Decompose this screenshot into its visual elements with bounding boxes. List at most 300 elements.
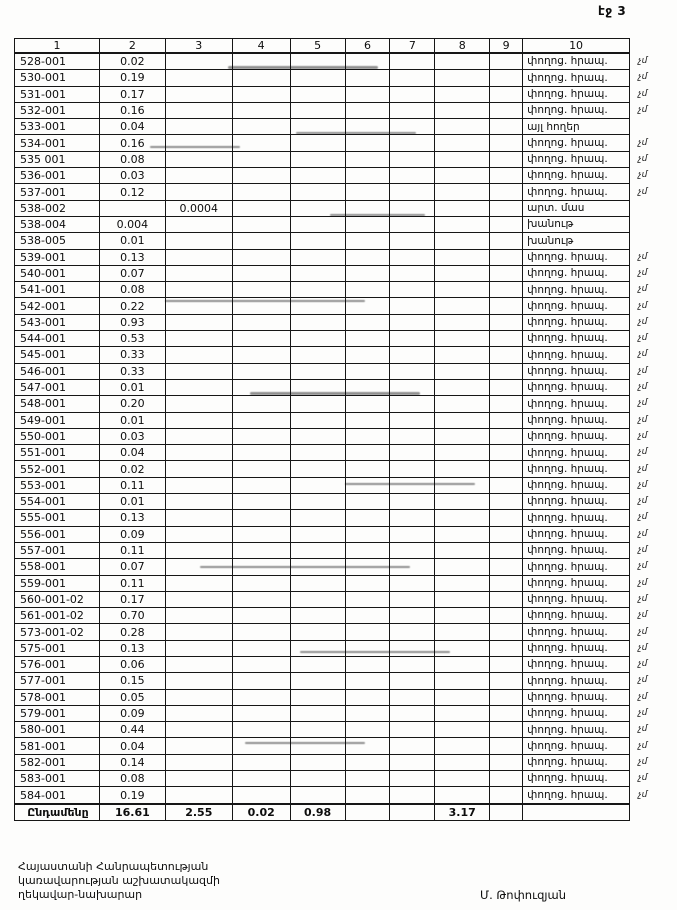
cell-value-c2: 0.03: [99, 428, 165, 444]
cell-value-c8: [435, 70, 490, 86]
cell-parcel-code: 557-001: [15, 542, 100, 558]
cell-usage: փողոց. հրապ.: [523, 102, 630, 118]
cell-value-c7: [390, 542, 435, 558]
cell-value-c2: 0.17: [99, 591, 165, 607]
cell-value-c6: [345, 282, 390, 298]
table-row: [15, 608, 677, 624]
cell-value-c5: [290, 233, 345, 249]
cell-value-c6: [345, 151, 390, 167]
cell-margin-mark: չմ: [638, 414, 648, 425]
cell-value-c6: [345, 787, 390, 804]
scan-artifact: [300, 651, 450, 653]
cell-value-c2: 0.14: [99, 754, 165, 770]
cell-margin-mark: չմ: [638, 55, 648, 66]
cell-margin-mark: [630, 216, 677, 232]
cell-parcel-code: 538-005: [15, 233, 100, 249]
cell-value-c3: [165, 135, 232, 151]
cell-parcel-code: 547-001: [15, 379, 100, 395]
cell-value-c6: [345, 754, 390, 770]
cell-value-c7: [390, 53, 435, 70]
cell-value-c2: 0.33: [99, 347, 165, 363]
cell-value-c3: [165, 461, 232, 477]
cell-value-c7: [390, 363, 435, 379]
cell-value-c2: 0.44: [99, 722, 165, 738]
cell-parcel-code: 554-001: [15, 494, 100, 510]
table-row: [15, 331, 677, 347]
cell-value-c6: [345, 396, 390, 412]
cell-value-c9: [490, 119, 523, 135]
cell-value-c6: [345, 624, 390, 640]
column-header-10: 10: [523, 39, 630, 54]
cell-value-c5: [290, 396, 345, 412]
cell-value-c4: [232, 738, 290, 754]
cell-value-c6: [345, 428, 390, 444]
cell-value-c5: [290, 510, 345, 526]
cell-value-c5: [290, 673, 345, 689]
cell-value-c2: 0.20: [99, 396, 165, 412]
column-header-3: 3: [165, 39, 232, 54]
cell-usage: փողոց. հրապ.: [523, 738, 630, 754]
cell-parcel-code: 538-002: [15, 200, 100, 216]
cell-value-c8: [435, 787, 490, 804]
column-header-5: 5: [290, 39, 345, 54]
cell-value-c8: [435, 477, 490, 493]
scan-artifact: [330, 214, 425, 216]
cell-usage: փողոց. հրապ.: [523, 705, 630, 721]
cell-parcel-code: 533-001: [15, 119, 100, 135]
cell-value-c4: [232, 347, 290, 363]
cell-value-c4: [232, 151, 290, 167]
cell-value-c2: 0.01: [99, 494, 165, 510]
cell-value-c7: [390, 673, 435, 689]
cell-parcel-code: 531-001: [15, 86, 100, 102]
cell-parcel-code: 580-001: [15, 722, 100, 738]
cell-value-c3: 0.0004: [165, 200, 232, 216]
cell-value-c7: [390, 135, 435, 151]
cell-parcel-code: 559-001: [15, 575, 100, 591]
table-row: [15, 624, 677, 640]
cell-value-c2: 0.19: [99, 787, 165, 804]
cell-value-c2: 0.11: [99, 477, 165, 493]
cell-usage: փողոց. հրապ.: [523, 151, 630, 167]
cell-value-c3: [165, 70, 232, 86]
table-row: [15, 689, 677, 705]
cell-value-c4: [232, 591, 290, 607]
cell-margin-mark: չմ: [638, 642, 648, 653]
cell-value-c5: [290, 771, 345, 787]
cell-margin-mark: [630, 119, 677, 135]
totals-col3: 2.55: [165, 804, 232, 821]
cell-value-c9: [490, 656, 523, 672]
cell-value-c2: 0.16: [99, 135, 165, 151]
cell-value-c3: [165, 591, 232, 607]
cell-value-c3: [165, 526, 232, 542]
cell-value-c8: [435, 689, 490, 705]
cell-margin-mark: չմ: [638, 349, 648, 360]
land-parcels-table: [14, 38, 677, 821]
cell-value-c3: [165, 494, 232, 510]
cell-value-c4: [232, 412, 290, 428]
cell-value-c8: [435, 298, 490, 314]
cell-value-c4: [232, 624, 290, 640]
cell-value-c6: [345, 673, 390, 689]
cell-value-c8: [435, 591, 490, 607]
column-header-6: 6: [345, 39, 390, 54]
cell-value-c8: [435, 347, 490, 363]
cell-value-c4: [232, 135, 290, 151]
cell-value-c9: [490, 477, 523, 493]
cell-parcel-code: 538-004: [15, 216, 100, 232]
cell-value-c5: [290, 738, 345, 754]
cell-parcel-code: 546-001: [15, 363, 100, 379]
cell-value-c8: [435, 331, 490, 347]
cell-value-c6: [345, 705, 390, 721]
cell-value-c8: [435, 233, 490, 249]
cell-value-c6: [345, 70, 390, 86]
cell-margin-mark: չմ: [638, 170, 648, 181]
cell-usage: փողոց. հրապ.: [523, 70, 630, 86]
cell-usage: փողոց. հրապ.: [523, 754, 630, 770]
cell-value-c4: [232, 363, 290, 379]
scan-artifact: [250, 392, 420, 395]
cell-value-c7: [390, 151, 435, 167]
totals-col8: 3.17: [435, 804, 490, 821]
cell-value-c2: 0.09: [99, 526, 165, 542]
cell-value-c3: [165, 102, 232, 118]
cell-margin-mark: չմ: [638, 740, 648, 751]
cell-margin-mark: չմ: [638, 691, 648, 702]
cell-usage: փողոց. հրապ.: [523, 477, 630, 493]
cell-value-c6: [345, 412, 390, 428]
cell-value-c8: [435, 624, 490, 640]
cell-value-c7: [390, 461, 435, 477]
cell-value-c3: [165, 347, 232, 363]
cell-value-c8: [435, 526, 490, 542]
cell-margin-mark: չմ: [638, 773, 648, 784]
signature-name: Մ. Թոփուզյան: [480, 888, 566, 902]
cell-margin-mark: չմ: [638, 626, 648, 637]
cell-value-c9: [490, 151, 523, 167]
cell-value-c8: [435, 412, 490, 428]
cell-value-c8: [435, 119, 490, 135]
cell-value-c3: [165, 738, 232, 754]
cell-margin-mark: չմ: [638, 659, 648, 670]
cell-value-c2: 0.04: [99, 119, 165, 135]
cell-value-c9: [490, 494, 523, 510]
cell-margin-mark: չմ: [638, 577, 648, 588]
cell-value-c3: [165, 53, 232, 70]
cell-margin-mark: չմ: [638, 512, 648, 523]
cell-value-c5: [290, 705, 345, 721]
cell-parcel-code: 576-001: [15, 656, 100, 672]
cell-value-c3: [165, 216, 232, 232]
cell-value-c3: [165, 86, 232, 102]
cell-value-c7: [390, 168, 435, 184]
cell-value-c4: [232, 445, 290, 461]
totals-col2: 16.61: [99, 804, 165, 821]
cell-value-c7: [390, 526, 435, 542]
cell-value-c2: 0.04: [99, 738, 165, 754]
cell-value-c3: [165, 608, 232, 624]
cell-value-c9: [490, 738, 523, 754]
cell-value-c5: [290, 314, 345, 330]
cell-parcel-code: 555-001: [15, 510, 100, 526]
cell-value-c9: [490, 314, 523, 330]
cell-value-c2: 0.04: [99, 445, 165, 461]
cell-parcel-code: 575-001: [15, 640, 100, 656]
cell-value-c9: [490, 282, 523, 298]
cell-parcel-code: 542-001: [15, 298, 100, 314]
cell-value-c4: [232, 722, 290, 738]
cell-margin-mark: չմ: [638, 268, 648, 278]
issuer-title-block: [18, 860, 220, 902]
cell-margin-mark: չմ: [638, 153, 648, 164]
cell-margin-mark: չմ: [638, 398, 648, 409]
cell-value-c8: [435, 265, 490, 281]
table-row: [15, 135, 677, 151]
cell-value-c4: [232, 331, 290, 347]
cell-value-c3: [165, 331, 232, 347]
cell-value-c3: [165, 656, 232, 672]
cell-value-c8: [435, 396, 490, 412]
cell-value-c7: [390, 445, 435, 461]
cell-usage: փողոց. հրապ.: [523, 526, 630, 542]
cell-parcel-code: 532-001: [15, 102, 100, 118]
table-row: [15, 656, 677, 672]
cell-value-c5: [290, 428, 345, 444]
cell-value-c5: [290, 754, 345, 770]
cell-value-c8: [435, 722, 490, 738]
cell-value-c6: [345, 102, 390, 118]
cell-value-c7: [390, 787, 435, 804]
cell-value-c9: [490, 722, 523, 738]
cell-value-c4: [232, 119, 290, 135]
cell-usage: փողոց. հրապ.: [523, 771, 630, 787]
cell-margin-mark: չմ: [638, 284, 648, 295]
cell-value-c5: [290, 477, 345, 493]
cell-value-c2: 0.08: [99, 282, 165, 298]
table-row: [15, 722, 677, 738]
cell-value-c4: [232, 428, 290, 444]
cell-margin-mark: չմ: [638, 724, 648, 735]
totals-col7: [390, 804, 435, 821]
cell-usage: փողոց. հրապ.: [523, 412, 630, 428]
cell-parcel-code: 584-001: [15, 787, 100, 804]
cell-value-c3: [165, 363, 232, 379]
table-row: [15, 445, 677, 461]
cell-value-c7: [390, 331, 435, 347]
cell-value-c9: [490, 575, 523, 591]
cell-margin-mark: չմ: [638, 300, 648, 311]
cell-parcel-code: 583-001: [15, 771, 100, 787]
cell-usage: փողոց. հրապ.: [523, 542, 630, 558]
cell-value-c5: [290, 216, 345, 232]
cell-parcel-code: 534-001: [15, 135, 100, 151]
cell-value-c6: [345, 445, 390, 461]
cell-value-c9: [490, 771, 523, 787]
cell-value-c2: 0.22: [99, 298, 165, 314]
cell-parcel-code: 573-001-02: [15, 624, 100, 640]
cell-value-c9: [490, 559, 523, 575]
cell-value-c5: [290, 135, 345, 151]
cell-value-c2: 0.01: [99, 379, 165, 395]
cell-value-c3: [165, 233, 232, 249]
table-row: [15, 575, 677, 591]
cell-value-c2: 0.03: [99, 168, 165, 184]
cell-value-c6: [345, 477, 390, 493]
cell-margin-mark: չմ: [638, 186, 648, 197]
cell-value-c8: [435, 608, 490, 624]
cell-value-c9: [490, 298, 523, 314]
cell-value-c9: [490, 70, 523, 86]
cell-value-c7: [390, 314, 435, 330]
cell-value-c9: [490, 331, 523, 347]
cell-value-c7: [390, 771, 435, 787]
cell-usage: փողոց. հրապ.: [523, 331, 630, 347]
cell-value-c9: [490, 673, 523, 689]
totals-row: [15, 804, 677, 821]
cell-value-c7: [390, 298, 435, 314]
cell-margin-mark: չմ: [638, 430, 648, 441]
cell-value-c5: [290, 249, 345, 265]
cell-value-c3: [165, 771, 232, 787]
table-row: [15, 738, 677, 754]
cell-value-c2: 0.02: [99, 461, 165, 477]
cell-value-c7: [390, 575, 435, 591]
cell-margin-mark: չմ: [638, 496, 648, 507]
cell-value-c3: [165, 787, 232, 804]
table-header-row: [15, 39, 677, 54]
cell-usage: փողոց. հրապ.: [523, 689, 630, 705]
cell-value-c9: [490, 428, 523, 444]
cell-value-c5: [290, 168, 345, 184]
cell-margin-mark: չմ: [638, 105, 648, 116]
totals-col5: 0.98: [290, 804, 345, 821]
cell-margin-mark: չմ: [638, 316, 648, 327]
cell-value-c3: [165, 689, 232, 705]
cell-value-c9: [490, 216, 523, 232]
cell-parcel-code: 561-001-02: [15, 608, 100, 624]
cell-value-c6: [345, 591, 390, 607]
cell-value-c2: 0.17: [99, 86, 165, 102]
cell-value-c7: [390, 396, 435, 412]
cell-value-c7: [390, 477, 435, 493]
cell-value-c8: [435, 282, 490, 298]
cell-value-c8: [435, 575, 490, 591]
cell-value-c4: [232, 575, 290, 591]
cell-value-c7: [390, 102, 435, 118]
cell-usage: փողոց. հրապ.: [523, 461, 630, 477]
cell-value-c6: [345, 314, 390, 330]
cell-parcel-code: 553-001: [15, 477, 100, 493]
scan-artifact: [150, 146, 240, 148]
cell-parcel-code: 556-001: [15, 526, 100, 542]
cell-value-c3: [165, 477, 232, 493]
cell-value-c5: [290, 282, 345, 298]
cell-value-c8: [435, 754, 490, 770]
column-header-2: 2: [99, 39, 165, 54]
table-row: [15, 477, 677, 493]
cell-value-c3: [165, 428, 232, 444]
cell-value-c4: [232, 673, 290, 689]
cell-value-c9: [490, 624, 523, 640]
cell-value-c6: [345, 233, 390, 249]
cell-value-c4: [232, 689, 290, 705]
cell-usage: փողոց. հրապ.: [523, 396, 630, 412]
cell-value-c5: [290, 331, 345, 347]
cell-value-c9: [490, 591, 523, 607]
table-row: [15, 363, 677, 379]
cell-parcel-code: 550-001: [15, 428, 100, 444]
cell-parcel-code: 582-001: [15, 754, 100, 770]
cell-usage: փողոց. հրապ.: [523, 379, 630, 395]
cell-value-c9: [490, 184, 523, 200]
cell-usage: փողոց. հրապ.: [523, 510, 630, 526]
cell-value-c7: [390, 249, 435, 265]
cell-usage: փողոց. հրապ.: [523, 184, 630, 200]
table-row: [15, 396, 677, 412]
cell-value-c6: [345, 216, 390, 232]
cell-value-c8: [435, 216, 490, 232]
cell-value-c2: 0.05: [99, 689, 165, 705]
cell-margin-mark: չմ: [638, 137, 648, 148]
totals-col4: 0.02: [232, 804, 290, 821]
cell-value-c8: [435, 428, 490, 444]
cell-value-c3: [165, 575, 232, 591]
cell-parcel-code: 551-001: [15, 445, 100, 461]
issuer-line-1: Հայաստանի Հանրապետության: [18, 860, 209, 873]
cell-value-c7: [390, 184, 435, 200]
cell-value-c4: [232, 510, 290, 526]
cell-value-c7: [390, 754, 435, 770]
cell-value-c2: 0.70: [99, 608, 165, 624]
cell-value-c7: [390, 510, 435, 526]
cell-value-c3: [165, 184, 232, 200]
totals-margin-mark: [630, 804, 677, 821]
cell-usage: փողոց. հրապ.: [523, 445, 630, 461]
totals-col9: [490, 804, 523, 821]
cell-value-c8: [435, 184, 490, 200]
cell-value-c6: [345, 738, 390, 754]
table-row: [15, 233, 677, 249]
cell-parcel-code: 549-001: [15, 412, 100, 428]
cell-value-c8: [435, 314, 490, 330]
column-header-1: 1: [15, 39, 100, 54]
cell-value-c2: 0.09: [99, 705, 165, 721]
cell-value-c2: 0.08: [99, 151, 165, 167]
cell-usage: արտ. մաս: [523, 200, 630, 216]
cell-value-c3: [165, 722, 232, 738]
cell-value-c5: [290, 575, 345, 591]
cell-value-c3: [165, 705, 232, 721]
cell-value-c8: [435, 673, 490, 689]
cell-parcel-code: 548-001: [15, 396, 100, 412]
cell-value-c3: [165, 754, 232, 770]
cell-value-c4: [232, 216, 290, 232]
scan-artifact: [245, 742, 365, 744]
cell-value-c6: [345, 494, 390, 510]
table-row: [15, 771, 677, 787]
cell-value-c5: [290, 151, 345, 167]
cell-value-c8: [435, 168, 490, 184]
cell-usage: փողոց. հրապ.: [523, 249, 630, 265]
cell-value-c9: [490, 379, 523, 395]
cell-value-c8: [435, 200, 490, 216]
cell-value-c8: [435, 461, 490, 477]
cell-value-c4: [232, 249, 290, 265]
cell-value-c3: [165, 168, 232, 184]
cell-value-c2: 0.93: [99, 314, 165, 330]
